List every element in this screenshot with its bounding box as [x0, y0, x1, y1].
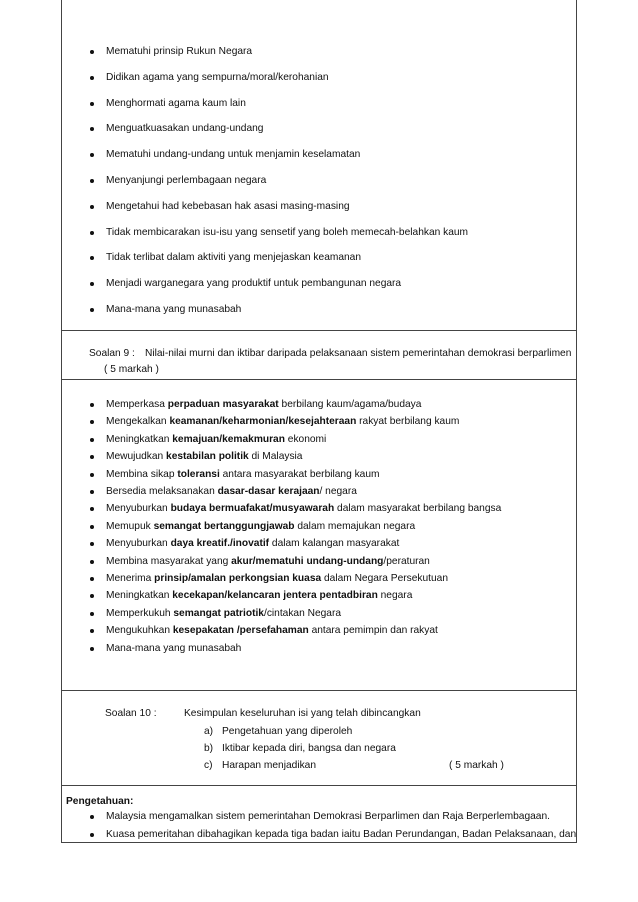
item-text: Meningkatkan [106, 433, 173, 445]
list-item [106, 503, 501, 515]
list-item [106, 590, 412, 602]
list-item: Menjadi warganegara yang produktif untuk pembangunan negara [106, 278, 402, 290]
item-text: Mengekalkan [106, 416, 170, 428]
item-keyword: keamanan/keharmonian/kesejahteraan [169, 416, 357, 428]
item-text: Meningkatkan [106, 590, 173, 602]
item-keyword: akur/mematuhi undang-undang [231, 555, 384, 567]
list-item: Mematuhi undang-undang untuk menjamin keselamatan [106, 149, 361, 161]
question-10-label: Soalan 10 : [105, 708, 157, 719]
item-keyword: kesepakatan /persefahaman [172, 625, 309, 637]
bullet-icon [90, 76, 94, 80]
item-text: /peraturan [383, 555, 430, 567]
pengetahuan-item: Malaysia mengamalkan sistem pemerintahan Demokrasi Berparlimen dan Raja Berperlembagaan. [106, 811, 550, 822]
item-text: antara masyarakat berbilang kaum [219, 468, 380, 480]
bullet-icon [90, 438, 94, 442]
list-item: Tidak membicarakan isu-isu yang sensetif yang boleh memecah-belahkan kaum [106, 226, 469, 238]
bullet-icon [90, 473, 94, 477]
list-item [106, 538, 399, 550]
item-keyword: kecekapan/kelancaran jentera pentadbiran [172, 590, 378, 602]
list-item [106, 416, 459, 428]
table-divider [61, 785, 577, 786]
list-item: Menyanjungi perlembagaan negara [106, 175, 267, 186]
q10-subitem-text: Pengetahuan yang diperoleh [222, 726, 353, 737]
bullet-icon [90, 833, 94, 837]
item-text: Mengukuhkan [106, 625, 173, 637]
bullet-icon [90, 50, 94, 54]
item-text: Membina sikap [106, 468, 178, 480]
list-item: Mematuhi prinsip Rukun Negara [106, 46, 253, 57]
item-keyword: budaya bermuafakat/musyawarah [170, 503, 335, 515]
item-text: dalam Negara Persekutuan [321, 573, 449, 584]
bullet-icon [90, 577, 94, 581]
list-item [106, 469, 380, 481]
item-text: rakyat berbilang kaum [356, 416, 460, 428]
list-item [106, 573, 448, 585]
item-text: / negara [319, 486, 357, 497]
item-text: dalam memajukan negara [294, 520, 416, 532]
item-text: Mewujudkan [106, 451, 167, 463]
list-item: Mengetahui had kebebasan hak asasi masing-masing [106, 200, 350, 212]
table-divider [61, 379, 577, 380]
bullet-icon [90, 612, 94, 616]
item-text: Memperkukuh [106, 607, 174, 619]
list-item [106, 399, 421, 411]
bullet-icon [90, 403, 94, 407]
item-text: Memperkasa [106, 399, 168, 410]
list-item [106, 521, 415, 533]
bullet-icon [90, 205, 94, 209]
list-item: Menghormati agama kaum lain [106, 97, 246, 109]
item-keyword: daya kreatif./inovatif [170, 538, 270, 550]
item-text: Membina masyarakat yang [106, 555, 232, 567]
pengetahuan-item: Kuasa pemeritahan dibahagikan kepada tiga badan iaitu Badan Perundangan, Badan Pelaksanaan, dan [106, 829, 577, 840]
question-9-text: Nilai-nilai murni dan iktibar daripada pelaksanaan sistem pemerintahan demokrasi berparlimen [145, 348, 572, 359]
bullet-icon [90, 179, 94, 183]
pengetahuan-heading: Pengetahuan: [66, 796, 134, 807]
bullet-icon [90, 560, 94, 564]
list-item [106, 625, 438, 637]
list-item [106, 486, 357, 498]
item-keyword: perpaduan masyarakat [167, 399, 279, 410]
question-9-marks: ( 5 markah ) [104, 364, 159, 375]
item-text: dalam kalangan masyarakat [269, 538, 400, 550]
item-keyword: semangat patriotik [173, 607, 264, 619]
question-10-marks: ( 5 markah ) [449, 760, 504, 771]
question-9-label: Soalan 9 : [89, 348, 135, 359]
list-item: Didikan agama yang sempurna/moral/kerohanian [106, 71, 329, 83]
list-item [106, 434, 326, 446]
item-text: Bersedia melaksanakan [106, 486, 218, 497]
item-text: berbilang kaum/agama/budaya [278, 399, 422, 410]
list-item: Mana-mana yang munasabah [106, 304, 242, 315]
q10-subitem-text: Harapan menjadikan [222, 760, 317, 771]
list-item: Menguatkuasakan undang-undang [106, 123, 264, 135]
list-item [106, 451, 302, 463]
item-text: ekonomi [284, 433, 327, 445]
q10-subitem-marker: b) [204, 743, 214, 754]
item-keyword: prinsip/amalan perkongsian kuasa [154, 573, 322, 584]
item-keyword: kemajuan/kemakmuran [172, 433, 285, 445]
bullet-icon [90, 102, 94, 106]
table-divider [61, 330, 577, 331]
bullet-icon [90, 490, 94, 494]
item-text: Menyuburkan [106, 503, 171, 515]
item-keyword: semangat bertanggungjawab [153, 520, 295, 532]
item-keyword: dasar-dasar kerajaan [217, 486, 320, 497]
item-text: dalam masyarakat berbilang bangsa [334, 503, 502, 515]
q10-subitem-text: Iktibar kepada diri, bangsa dan negara [222, 743, 396, 754]
item-text: negara [377, 590, 413, 602]
bullet-icon [90, 647, 94, 651]
q10-subitem-marker: a) [204, 726, 214, 737]
item-text: Mana-mana yang munasabah [106, 642, 242, 654]
list-item [106, 608, 341, 620]
question-10-text: Kesimpulan keseluruhan isi yang telah dibincangkan [184, 708, 421, 719]
item-keyword: kestabilan politik [166, 451, 249, 463]
bullet-icon [90, 308, 94, 312]
list-item [106, 556, 430, 568]
list-item: Tidak terlibat dalam aktiviti yang menjejaskan keamanan [106, 252, 362, 264]
table-divider [61, 690, 577, 691]
item-text: /cintakan Negara [263, 607, 342, 619]
q10-subitem-marker: c) [204, 760, 213, 771]
item-text: di Malaysia [248, 451, 303, 463]
bullet-icon [90, 525, 94, 529]
list-item [106, 643, 241, 655]
item-text: Menerima [106, 573, 155, 584]
item-text: Memupuk [106, 520, 154, 532]
bullet-icon [90, 231, 94, 235]
item-text: antara pemimpin dan rakyat [308, 625, 438, 637]
item-text: Menyuburkan [106, 538, 171, 550]
item-keyword: toleransi [177, 468, 220, 480]
bullet-icon [90, 815, 94, 819]
